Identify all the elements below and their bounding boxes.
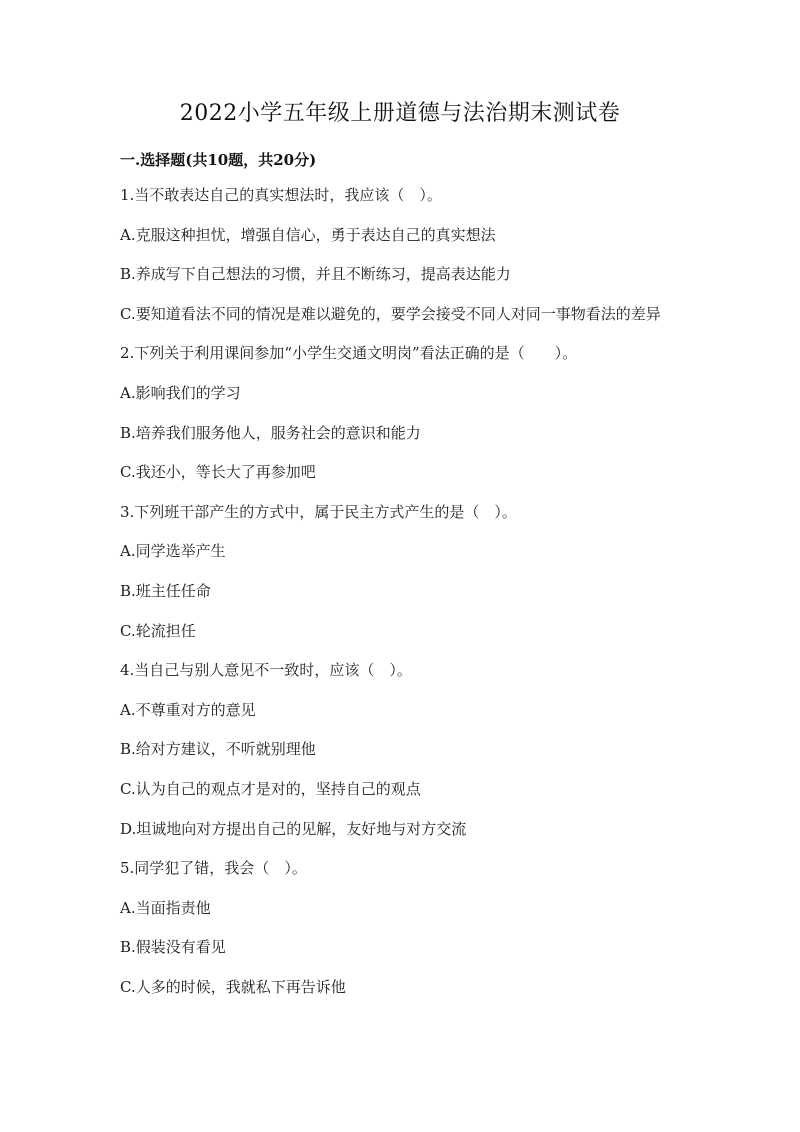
answer-option: A.同学选举产生	[120, 542, 226, 561]
answer-option: B.培养我们服务他人，服务社会的意识和能力	[120, 423, 421, 442]
answer-option: A.影响我们的学习	[120, 383, 241, 402]
answer-option: C.轮流担任	[120, 621, 196, 640]
answer-option: A.不尊重对方的意见	[120, 700, 256, 719]
answer-option: C.要知道看法不同的情况是难以避免的，要学会接受不同人对同一事物看法的差异	[120, 304, 661, 323]
question-list	[120, 184, 680, 1015]
question-stem: 5.同学犯了错，我会（ ）。	[120, 859, 307, 878]
answer-option: B.班主任任命	[120, 581, 211, 600]
answer-option: C.人多的时候，我就私下再告诉他	[120, 977, 346, 996]
question-stem: 4.当自己与别人意见不一致时，应该（ ）。	[120, 661, 412, 680]
answer-option: B.养成写下自己想法的习惯，并且不断练习，提高表达能力	[120, 265, 511, 284]
section-heading: 一.选择题(共10题，共20分)	[120, 151, 317, 169]
answer-option: D.坦诚地向对方提出自己的见解，友好地与对方交流	[120, 819, 467, 838]
answer-option: A.克服这种担忧，增强自信心，勇于表达自己的真实想法	[120, 225, 496, 244]
answer-option: B.假装没有看见	[120, 938, 226, 957]
question-stem: 2.下列关于利用课间参加“小学生交通文明岗”看法正确的是（ ）。	[120, 344, 578, 363]
page-title: 2022小学五年级上册道德与法治期末测试卷	[179, 101, 621, 126]
question-stem: 3.下列班干部产生的方式中，属于民主方式产生的是（ ）。	[120, 502, 517, 521]
answer-option: B.给对方建议，不听就别理他	[120, 740, 316, 759]
answer-option: C.认为自己的观点才是对的，坚持自己的观点	[120, 779, 421, 798]
answer-option: A.当面指责他	[120, 898, 211, 917]
question-stem: 1.当不敢表达自己的真实想法时，我应该（ ）。	[120, 186, 442, 204]
answer-option: C.我还小，等长大了再参加吧	[120, 463, 316, 482]
